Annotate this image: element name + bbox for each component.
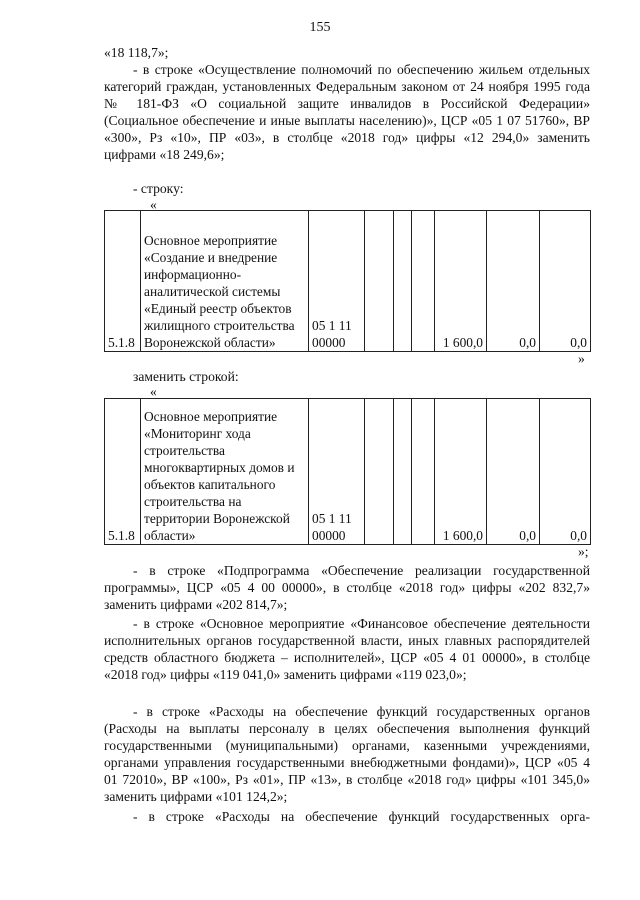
row-value-2019: 0,0 — [487, 211, 540, 352]
row-name: Основное мероприятие «Создание и внедрение информационно-аналитической системы «Единый реестр объектов жилищного строительства Воронежской области» — [141, 211, 309, 352]
empty-cell — [394, 399, 412, 545]
paragraph-housing-provision: - в строке «Осуществление полномочий по обеспечению жильем отдельных категорий граждан, установленных Федеральным законом от 24 ноября 1995 года № 181-ФЗ «О социальной защите инвалидов в Российской Федерации» (Социальное обеспечение и иные выплаты населению)», ЦСР «05 1 07 51760», ВР «300», Рз «10», ПР «03», в столбце «2018 год» цифры «12 294,0» заменить цифрами «18 249,6»; — [104, 62, 590, 162]
empty-cell — [394, 211, 412, 352]
row-value-2019: 0,0 — [487, 399, 540, 545]
paragraph-state-functions-continued: - в строке «Расходы на обеспечение функций государственных орга- — [133, 809, 590, 824]
empty-cell — [365, 211, 394, 352]
row-value-2018: 1 600,0 — [435, 399, 487, 545]
empty-cell — [412, 399, 435, 545]
row-value-2018: 1 600,0 — [435, 211, 487, 352]
paragraph-value-continuation: «18 118,7»; — [104, 45, 169, 60]
empty-cell — [412, 211, 435, 352]
row-code: 05 1 11 00000 — [309, 399, 365, 545]
page-number: 155 — [309, 20, 331, 35]
row-name: Основное мероприятие «Мониторинг хода строительства многоквартирных домов и объектов капитального строительства на территории Воронежской области» — [141, 399, 309, 545]
close-quote-mark: » — [578, 351, 585, 366]
close-quote-mark: »; — [578, 544, 589, 559]
paragraph-financial-support: - в строке «Основное мероприятие «Финансовое обеспечение деятельности исполнительных органов государственной власти, иных главных распорядителей средств областного бюджета – исполнителей», ЦСР «05 4 01 00000», в столбце «2018 год» цифры «119 041,0» заменить цифрами «119 023,0»; — [104, 616, 590, 682]
row-code: 05 1 11 00000 — [309, 211, 365, 352]
row-value-2020: 0,0 — [540, 211, 591, 352]
row-number: 5.1.8 — [105, 211, 141, 352]
paragraph-replace-label: заменить строкой: — [133, 369, 239, 384]
table-row-original — [104, 210, 591, 352]
table-row-replacement — [104, 398, 591, 545]
open-quote-mark: « — [150, 197, 157, 212]
paragraph-state-functions: - в строке «Расходы на обеспечение функций государственных органов (Расходы на выплаты персоналу в целях обеспечения выполнения функций государственными (муниципальными) органами, казенными учреждениями, органами управления государственными внебюджетными фондами)», ЦСР «05 4 01 72010», ВР «100», Рз «01», ПР «13», в столбце «2018 год» цифры «101 345,0» заменить цифрами «101 124,2»; — [104, 704, 590, 804]
empty-cell — [365, 399, 394, 545]
paragraph-row-label: - строку: — [133, 181, 184, 196]
paragraph-subprogram: - в строке «Подпрограмма «Обеспечение реализации государственной программы», ЦСР «05 4 00 00000», в столбце «2018 год» цифры «202 832,7» заменить цифрами «202 814,7»; — [104, 563, 590, 612]
row-value-2020: 0,0 — [540, 399, 591, 545]
open-quote-mark: « — [150, 384, 157, 399]
row-number: 5.1.8 — [105, 399, 141, 545]
